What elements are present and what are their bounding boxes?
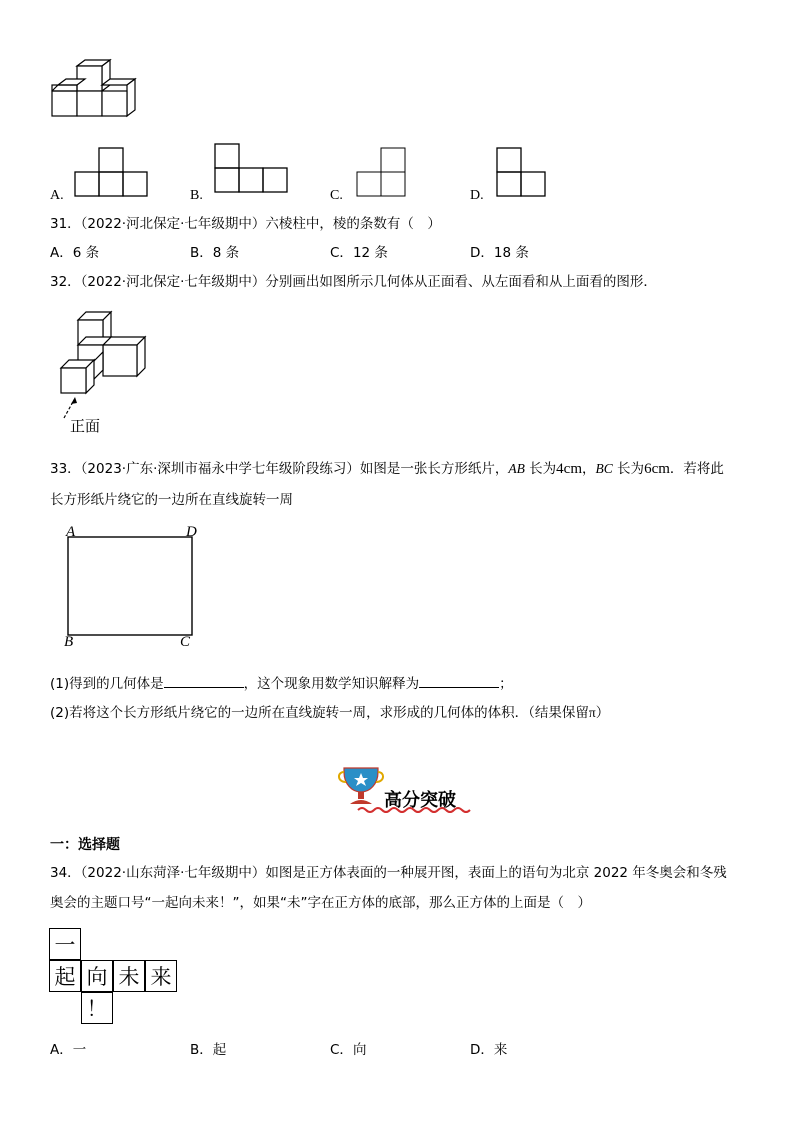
q34-option-d-letter: D． (470, 1042, 494, 1058)
front-view-label: 正面 (70, 417, 101, 435)
cube-stack-figure (50, 60, 150, 122)
q34-option-b[interactable] (190, 1040, 226, 1060)
q31-option-a[interactable] (50, 243, 99, 263)
q34-option-a-text: 一 (72, 1042, 87, 1058)
q33-sub2-end: ） (595, 705, 610, 721)
option-a-label[interactable]: A. (50, 188, 64, 203)
option-c-figure (356, 148, 408, 198)
option-d-label[interactable]: D. (470, 188, 484, 203)
q34-option-b-letter: B． (190, 1042, 213, 1058)
vertex-d-label: D (186, 524, 197, 540)
question-34-line2: 奥会的主题口号“一起向未来！”，如果“未”字在正方体的底部，那么正方体的上面是（ ） (50, 895, 591, 911)
question-32-text: 32．（2022·河北保定·七年级期中）分别画出如图所示几何体从正面看、从左面看和从上面看的图形． (50, 274, 657, 290)
net-cell-3: 向 (81, 960, 113, 992)
q31-option-a-text: 6 条 (72, 245, 100, 261)
q34-option-a-letter: A． (50, 1042, 73, 1058)
question-31-text: 31．（2022·河北保定·七年级期中）六棱柱中，棱的条数有（ ） (50, 216, 441, 232)
net-cell-2: 起 (49, 960, 81, 992)
answer-blank-1[interactable] (164, 673, 244, 688)
rectangle-abcd-figure (60, 522, 210, 652)
q31-option-c[interactable] (330, 243, 388, 263)
q31-option-b[interactable] (190, 243, 239, 263)
q31-option-d-text: 18 条 (493, 245, 529, 261)
question-33-line2: 长方形纸片绕它的一边所在直线旋转一周 (50, 492, 293, 508)
question-33-line1 (50, 459, 724, 479)
option-a-figure (74, 148, 149, 198)
net-cell-4: 未 (113, 960, 145, 992)
option-b-label[interactable]: B. (190, 188, 203, 203)
q33-suffix: ．若将此 (669, 461, 724, 477)
q34-option-c-text: 向 (352, 1042, 367, 1058)
q33-sub1 (50, 673, 513, 694)
segment-bc: BC (595, 461, 613, 476)
ab-length: 4cm (556, 461, 582, 477)
banner-wave-decoration (358, 806, 470, 814)
section-title: 一：选择题 (50, 837, 120, 853)
q34-option-c[interactable] (330, 1040, 366, 1060)
cube-solid-figure (58, 312, 158, 398)
q31-option-d[interactable] (470, 243, 529, 263)
vertex-c-label: C (180, 634, 191, 650)
option-c-label[interactable]: C. (330, 188, 343, 203)
q31-option-a-letter: A． (50, 245, 73, 261)
q33-sub1-b: ，这个现象用数学知识解释为 (243, 676, 420, 692)
q31-option-c-letter: C． (330, 245, 353, 261)
q34-option-a[interactable] (50, 1040, 86, 1060)
q33-ab-mid: 长为 (524, 461, 557, 477)
segment-ab: AB (508, 461, 525, 476)
q33-sub1-a: (1)得到的几何体是 (50, 676, 164, 692)
pi-symbol: π (588, 705, 596, 720)
net-cell-6: ！ (81, 992, 113, 1024)
option-d-figure (496, 148, 548, 198)
q33-prefix: 33．（2023·广东·深圳市福永中学七年级阶段练习）如图是一张长方形纸片， (50, 461, 509, 477)
banner-title: 高分突破 (384, 790, 456, 811)
q33-sep: ， (582, 461, 596, 477)
net-cell-5: 来 (145, 960, 177, 992)
trophy-icon (338, 764, 384, 808)
vertex-b-label: B (64, 634, 74, 650)
q33-bc-mid: 长为 (612, 461, 645, 477)
q31-option-c-text: 12 条 (352, 245, 388, 261)
answer-blank-2[interactable] (419, 673, 499, 688)
q31-option-d-letter: D． (470, 245, 494, 261)
q33-sub2 (50, 703, 609, 723)
question-34-line1: 34．（2022·山东菏泽·七年级期中）如图是正方体表面的一种展开图，表面上的语句为北京 2022 年冬奥会和冬残 (50, 865, 727, 881)
q33-sub1-c: ； (499, 676, 513, 692)
q34-option-b-text: 起 (212, 1042, 227, 1058)
net-cell-1: 一 (49, 928, 81, 960)
option-b-figure (214, 144, 294, 194)
q34-option-d-text: 来 (493, 1042, 508, 1058)
q33-sub2-text: (2)若将这个长方形纸片绕它的一边所在直线旋转一周，求形成的几何体的体积．（结果保留 (50, 705, 589, 721)
q31-option-b-text: 8 条 (212, 245, 240, 261)
vertex-a-label: A (66, 524, 76, 540)
q31-option-b-letter: B． (190, 245, 213, 261)
bc-length: 6cm (644, 461, 670, 477)
q34-option-c-letter: C． (330, 1042, 353, 1058)
q34-option-d[interactable] (470, 1040, 507, 1060)
